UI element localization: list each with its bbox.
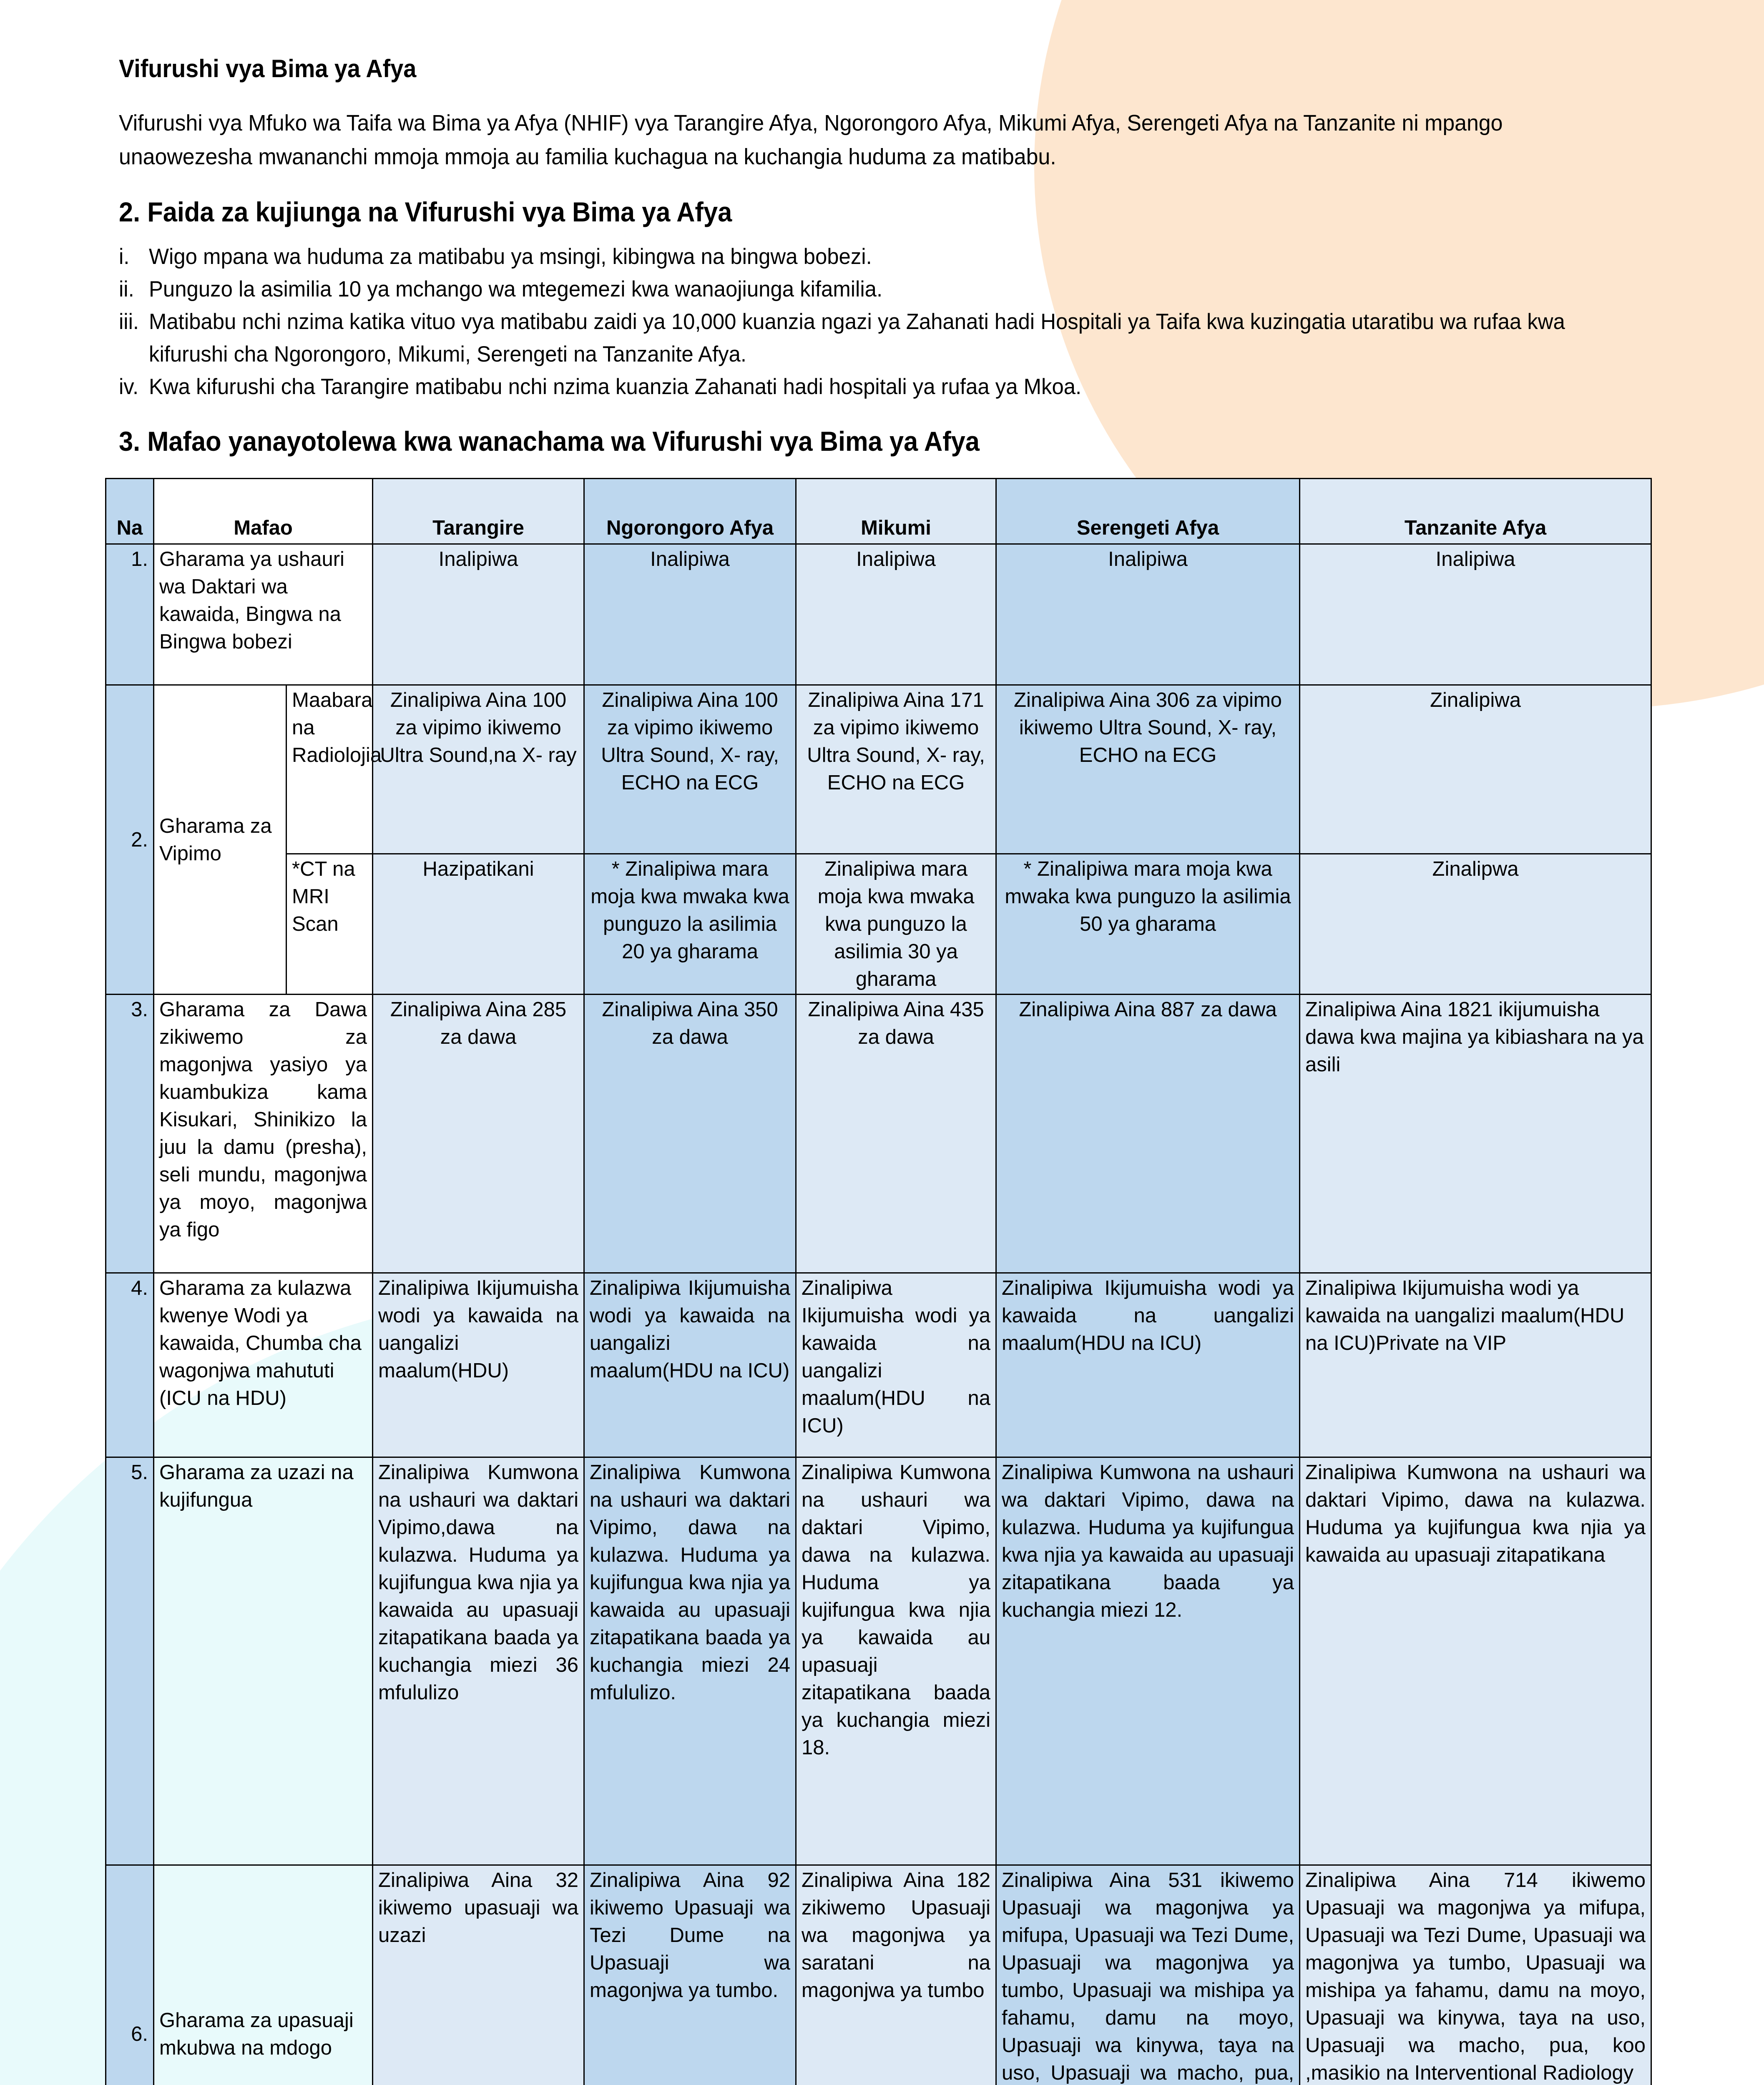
cell-serengeti: Zinalipiwa Ikijumuisha wodi ya kawaida na uangalizi maalum(HDU na ICU) bbox=[996, 1273, 1300, 1457]
cell-ngorongoro: Zinalipiwa Kumwona na ushauri wa daktari Vipimo, dawa na kulazwa. Huduma ya kujifungua kwa njia ya kawaida au upasuaji zitapatikana baada ya kuchangia miezi 24 mfululizo. bbox=[584, 1457, 796, 1865]
cell-ngorongoro: Zinalipiwa Aina 350 za dawa bbox=[584, 995, 796, 1273]
row-mafao: Gharama za upasuaji mkubwa na mdogo bbox=[154, 1865, 373, 2085]
list-item bbox=[119, 241, 1572, 273]
cell-serengeti: Zinalipiwa Aina 887 za dawa bbox=[996, 995, 1300, 1273]
table-row bbox=[106, 854, 1651, 995]
table-row bbox=[106, 685, 1651, 854]
cell-tanzanite: Zinalipiwa Ikijumuisha wodi ya kawaida na uangalizi maalum(HDU na ICU)Private na VIP bbox=[1300, 1273, 1651, 1457]
cell-mikumi: Zinalipiwa Aina 182 zikiwemo Upasuaji wa magonjwa ya saratani na magonjwa ya tumbo bbox=[796, 1865, 996, 2085]
cell-mikumi: Zinalipiwa mara moja kwa mwaka kwa punguzo la asilimia 30 ya gharama bbox=[796, 854, 996, 995]
row-mafao: Gharama za kulazwa kwenye Wodi ya kawaida, Chumba cha wagonjwa mahututi (ICU na HDU) bbox=[154, 1273, 373, 1457]
cell-tanzanite: Zinalipiwa bbox=[1300, 685, 1651, 854]
table-row bbox=[106, 544, 1651, 685]
cell-serengeti: Zinalipiwa Aina 306 za vipimo ikiwemo Ultra Sound, X- ray, ECHO na ECG bbox=[996, 685, 1300, 854]
cell-mikumi: Zinalipiwa Ikijumuisha wodi ya kawaida na uangalizi maalum(HDU na ICU) bbox=[796, 1273, 996, 1457]
sub-row-label: *CT na MRI Scan bbox=[286, 854, 373, 995]
cell-tarangire: Zinalipiwa Aina 285 za dawa bbox=[373, 995, 584, 1273]
list-item bbox=[119, 273, 1572, 306]
cell-ngorongoro: * Zinalipiwa mara moja kwa mwaka kwa punguzo la asilimia 20 ya gharama bbox=[584, 854, 796, 995]
row-number: 2. bbox=[106, 685, 154, 995]
cell-tarangire: Hazipatikani bbox=[373, 854, 584, 995]
list-item-number: iv. bbox=[119, 374, 139, 399]
row-number: 1. bbox=[106, 544, 154, 685]
row-number: 4. bbox=[106, 1273, 154, 1457]
list-item bbox=[119, 371, 1572, 403]
section-3-heading: 3. Mafao yanayotolewa kwa wanachama wa Vifurushi vya Bima ya Afya bbox=[119, 426, 980, 457]
table-row bbox=[106, 1865, 1651, 2085]
table-row bbox=[106, 1273, 1651, 1457]
table-row bbox=[106, 995, 1651, 1273]
benefits-table bbox=[105, 478, 1652, 2085]
list-item-text: Punguzo la asimilia 10 ya mchango wa mtegemezi kwa wanaojiunga kifamilia. bbox=[149, 277, 883, 301]
cell-tarangire: Inalipiwa bbox=[373, 544, 584, 685]
cell-mikumi: Zinalipiwa Kumwona na ushauri wa daktari Vipimo, dawa na kulazwa. Huduma ya kujifungua kwa njia ya kawaida au upasuaji zitapatikana baada ya kuchangia miezi 18. bbox=[796, 1457, 996, 1865]
row-number: 3. bbox=[106, 995, 154, 1273]
cell-mikumi: Inalipiwa bbox=[796, 544, 996, 685]
list-item-text: Matibabu nchi nzima katika vituo vya matibabu zaidi ya 10,000 kuanzia ngazi ya Zahanati hadi Hospitali ya Taifa kwa kuzingatia utaratibu wa rufaa kwa kifurushi cha Ngorongoro, Mikumi, Serengeti na Tanzanite Afya. bbox=[149, 309, 1565, 367]
cell-tanzanite: Zinalipiwa Aina 714 ikiwemo Upasuaji wa magonjwa ya mifupa, Upasuaji wa Tezi Dume, Upasuaji wa magonjwa ya tumbo, Upasuaji wa mishipa ya fahamu, damu na moyo, Upasuaji wa kinywa, taya na uso, Upasuaji wa macho, pua, koo ,masikio na Interventional Radiology bbox=[1300, 1865, 1651, 2085]
cell-tarangire: Zinalipiwa Aina 100 za vipimo ikiwemo Ultra Sound,na X- ray bbox=[373, 685, 584, 854]
cell-tanzanite: Zinalipiwa Kumwona na ushauri wa daktari Vipimo, dawa na kulazwa. Huduma ya kujifungua kwa njia ya kawaida au upasuaji zitapatikana bbox=[1300, 1457, 1651, 1865]
intro-paragraph: Vifurushi vya Mfuko wa Taifa wa Bima ya Afya (NHIF) vya Tarangire Afya, Ngorongoro Afya, Mikumi Afya, Serengeti Afya na Tanzanite ni mpango unaowezesha mwananchi mmoja mmoja au familia kuchagua na kuchangia huduma za matibabu. bbox=[119, 111, 1503, 169]
cell-tanzanite: Zinalipiwa Aina 1821 ikijumuisha dawa kwa majina ya kibiashara na ya asili bbox=[1300, 995, 1651, 1273]
row-mafao: Gharama ya ushauri wa Daktari wa kawaida, Bingwa na Bingwa bobezi bbox=[154, 544, 373, 685]
header-ngorongoro: Ngorongoro Afya bbox=[584, 479, 796, 544]
cell-ngorongoro: Zinalipiwa Ikijumuisha wodi ya kawaida na uangalizi maalum(HDU na ICU) bbox=[584, 1273, 796, 1457]
cell-mikumi: Zinalipiwa Aina 171 za vipimo ikiwemo Ultra Sound, X- ray, ECHO na ECG bbox=[796, 685, 996, 854]
row-mafao: Gharama za uzazi na kujifungua bbox=[154, 1457, 373, 1865]
list-item-text: Kwa kifurushi cha Tarangire matibabu nchi nzima kuanzia Zahanati hadi hospitali ya rufaa ya Mkoa. bbox=[149, 374, 1082, 399]
cell-serengeti: Zinalipiwa Kumwona na ushauri wa daktari Vipimo, dawa na kulazwa. Huduma ya kujifungua kwa njia ya kawaida au upasuaji zitapatikana baada ya kuchangia miezi 12. bbox=[996, 1457, 1300, 1865]
header-serengeti: Serengeti Afya bbox=[996, 479, 1300, 544]
header-tarangire: Tarangire bbox=[373, 479, 584, 544]
header-mafao: Mafao bbox=[154, 479, 373, 544]
cell-tarangire: Zinalipiwa Aina 32 ikiwemo upasuaji wa uzazi bbox=[373, 1865, 584, 2085]
cell-mikumi: Zinalipiwa Aina 435 za dawa bbox=[796, 995, 996, 1273]
header-na: Na bbox=[106, 479, 154, 544]
page-title: Vifurushi vya Bima ya Afya bbox=[119, 55, 417, 83]
header-mikumi: Mikumi bbox=[796, 479, 996, 544]
cell-tanzanite: Zinalipwa bbox=[1300, 854, 1651, 995]
row-mafao: Gharama za Vipimo bbox=[154, 685, 286, 995]
cell-ngorongoro: Inalipiwa bbox=[584, 544, 796, 685]
cell-tarangire: Zinalipiwa Ikijumuisha wodi ya kawaida na uangalizi maalum(HDU) bbox=[373, 1273, 584, 1457]
row-number: 5. bbox=[106, 1457, 154, 1865]
cell-serengeti: Inalipiwa bbox=[996, 544, 1300, 685]
list-item-number: iii. bbox=[119, 309, 139, 334]
list-item-number: ii. bbox=[119, 277, 134, 301]
list-item-text: Wigo mpana wa huduma za matibabu ya msingi, kibingwa na bingwa bobezi. bbox=[149, 244, 872, 269]
list-item-number: i. bbox=[119, 244, 130, 269]
benefits-list bbox=[119, 241, 1572, 403]
table-row bbox=[106, 1457, 1651, 1865]
list-item bbox=[119, 306, 1572, 371]
section-2-heading: 2. Faida za kujiunga na Vifurushi vya Bima ya Afya bbox=[119, 196, 732, 227]
row-mafao: Gharama za Dawa zikiwemo za magonjwa yasiyo ya kuambukiza kama Kisukari, Shinikizo la juu la damu (presha), seli mundu, magonjwa ya moyo, magonjwa ya figo bbox=[154, 995, 373, 1273]
cell-tarangire: Zinalipiwa Kumwona na ushauri wa daktari Vipimo,dawa na kulazwa. Huduma ya kujifungua kwa njia ya kawaida au upasuaji zitapatikana baada ya kuchangia miezi 36 mfululizo bbox=[373, 1457, 584, 1865]
header-tanzanite: Tanzanite Afya bbox=[1300, 479, 1651, 544]
sub-row-label: Maabara na Radiolojia bbox=[286, 685, 373, 854]
cell-tanzanite: Inalipiwa bbox=[1300, 544, 1651, 685]
cell-ngorongoro: Zinalipiwa Aina 100 za vipimo ikiwemo Ultra Sound, X- ray, ECHO na ECG bbox=[584, 685, 796, 854]
cell-ngorongoro: Zinalipiwa Aina 92 ikiwemo Upasuaji wa Tezi Dume na Upasuaji wa magonjwa ya tumbo. bbox=[584, 1865, 796, 2085]
cell-serengeti: Zinalipiwa Aina 531 ikiwemo Upasuaji wa magonjwa ya mifupa, Upasuaji wa Tezi Dume, Upasuaji wa magonjwa ya tumbo, Upasuaji wa mishipa ya fahamu, damu na moyo, Upasuaji wa kinywa, taya na uso, Upasuaji wa macho, pua, bbox=[996, 1865, 1300, 2085]
row-number: 6. bbox=[106, 1865, 154, 2085]
cell-serengeti: * Zinalipiwa mara moja kwa mwaka kwa punguzo la asilimia 50 ya gharama bbox=[996, 854, 1300, 995]
table-header-row bbox=[106, 479, 1651, 544]
